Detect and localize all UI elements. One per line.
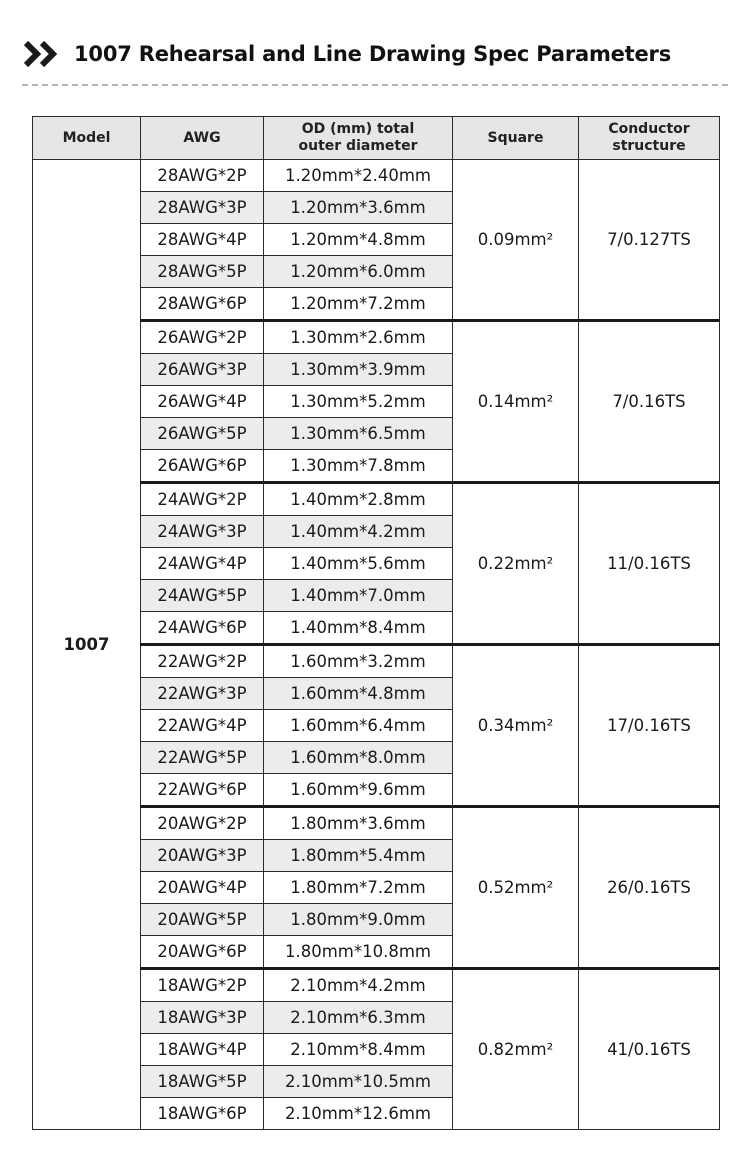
od-cell: 1.80mm*5.4mm: [264, 840, 453, 872]
awg-cell: 24AWG*5P: [141, 580, 264, 612]
awg-cell: 18AWG*4P: [141, 1034, 264, 1066]
od-cell: 1.40mm*8.4mm: [264, 612, 453, 645]
square-cell: 0.22mm²: [453, 483, 579, 645]
square-cell: 0.52mm²: [453, 807, 579, 969]
awg-cell: 24AWG*4P: [141, 548, 264, 580]
od-cell: 2.10mm*6.3mm: [264, 1002, 453, 1034]
double-chevron-right-icon: [22, 39, 62, 69]
awg-cell: 28AWG*3P: [141, 192, 264, 224]
conductor-cell: 41/0.16TS: [579, 969, 720, 1130]
od-cell: 1.40mm*7.0mm: [264, 580, 453, 612]
conductor-cell: 17/0.16TS: [579, 645, 720, 807]
awg-cell: 24AWG*2P: [141, 483, 264, 516]
col-header-square: Square: [453, 117, 579, 160]
awg-cell: 26AWG*2P: [141, 321, 264, 354]
od-cell: 1.80mm*7.2mm: [264, 872, 453, 904]
awg-cell: 22AWG*6P: [141, 774, 264, 807]
page-title: 1007 Rehearsal and Line Drawing Spec Parameters: [74, 42, 672, 66]
od-cell: 1.60mm*4.8mm: [264, 678, 453, 710]
od-cell: 1.60mm*8.0mm: [264, 742, 453, 774]
od-cell: 1.20mm*7.2mm: [264, 288, 453, 321]
od-cell: 1.80mm*10.8mm: [264, 936, 453, 969]
awg-cell: 28AWG*6P: [141, 288, 264, 321]
awg-cell: 20AWG*6P: [141, 936, 264, 969]
awg-cell: 18AWG*3P: [141, 1002, 264, 1034]
awg-cell: 22AWG*5P: [141, 742, 264, 774]
awg-cell: 28AWG*5P: [141, 256, 264, 288]
od-cell: 1.30mm*2.6mm: [264, 321, 453, 354]
table-row: [33, 160, 720, 192]
od-cell: 1.80mm*9.0mm: [264, 904, 453, 936]
od-cell: 1.30mm*7.8mm: [264, 450, 453, 483]
awg-cell: 28AWG*2P: [141, 160, 264, 192]
od-cell: 2.10mm*8.4mm: [264, 1034, 453, 1066]
od-cell: 2.10mm*10.5mm: [264, 1066, 453, 1098]
square-cell: 0.09mm²: [453, 160, 579, 321]
conductor-cell: 26/0.16TS: [579, 807, 720, 969]
square-cell: 0.14mm²: [453, 321, 579, 483]
awg-cell: 26AWG*3P: [141, 354, 264, 386]
od-cell: 1.40mm*4.2mm: [264, 516, 453, 548]
od-cell: 1.20mm*3.6mm: [264, 192, 453, 224]
od-cell: 1.60mm*6.4mm: [264, 710, 453, 742]
od-cell: 1.30mm*3.9mm: [264, 354, 453, 386]
awg-cell: 26AWG*4P: [141, 386, 264, 418]
square-cell: 0.34mm²: [453, 645, 579, 807]
conductor-cell: 7/0.16TS: [579, 321, 720, 483]
awg-cell: 26AWG*5P: [141, 418, 264, 450]
od-cell: 1.20mm*2.40mm: [264, 160, 453, 192]
col-header-model: Model: [33, 117, 141, 160]
page-header: [22, 34, 671, 74]
od-cell: 1.20mm*4.8mm: [264, 224, 453, 256]
col-header-awg: AWG: [141, 117, 264, 160]
awg-cell: 18AWG*6P: [141, 1098, 264, 1130]
model-cell: 1007: [33, 160, 141, 1130]
od-cell: 1.20mm*6.0mm: [264, 256, 453, 288]
awg-cell: 28AWG*4P: [141, 224, 264, 256]
od-cell: 1.80mm*3.6mm: [264, 807, 453, 840]
conductor-cell: 7/0.127TS: [579, 160, 720, 321]
awg-cell: 20AWG*5P: [141, 904, 264, 936]
awg-cell: 18AWG*5P: [141, 1066, 264, 1098]
conductor-cell: 11/0.16TS: [579, 483, 720, 645]
awg-cell: 20AWG*4P: [141, 872, 264, 904]
awg-cell: 26AWG*6P: [141, 450, 264, 483]
awg-cell: 20AWG*3P: [141, 840, 264, 872]
dashed-divider: [22, 84, 728, 86]
awg-cell: 24AWG*6P: [141, 612, 264, 645]
od-cell: 1.60mm*3.2mm: [264, 645, 453, 678]
awg-cell: 22AWG*3P: [141, 678, 264, 710]
od-cell: 1.40mm*2.8mm: [264, 483, 453, 516]
od-cell: 1.30mm*5.2mm: [264, 386, 453, 418]
awg-cell: 22AWG*2P: [141, 645, 264, 678]
awg-cell: 20AWG*2P: [141, 807, 264, 840]
table-header-row: [33, 117, 720, 160]
od-cell: 2.10mm*4.2mm: [264, 969, 453, 1002]
awg-cell: 24AWG*3P: [141, 516, 264, 548]
od-cell: 1.40mm*5.6mm: [264, 548, 453, 580]
od-cell: 1.60mm*9.6mm: [264, 774, 453, 807]
col-header-od: OD (mm) total outer diameter: [264, 117, 453, 160]
od-cell: 1.30mm*6.5mm: [264, 418, 453, 450]
awg-cell: 18AWG*2P: [141, 969, 264, 1002]
col-header-conductor: Conductor structure: [579, 117, 720, 160]
od-cell: 2.10mm*12.6mm: [264, 1098, 453, 1130]
spec-table: [32, 116, 720, 1130]
awg-cell: 22AWG*4P: [141, 710, 264, 742]
square-cell: 0.82mm²: [453, 969, 579, 1130]
